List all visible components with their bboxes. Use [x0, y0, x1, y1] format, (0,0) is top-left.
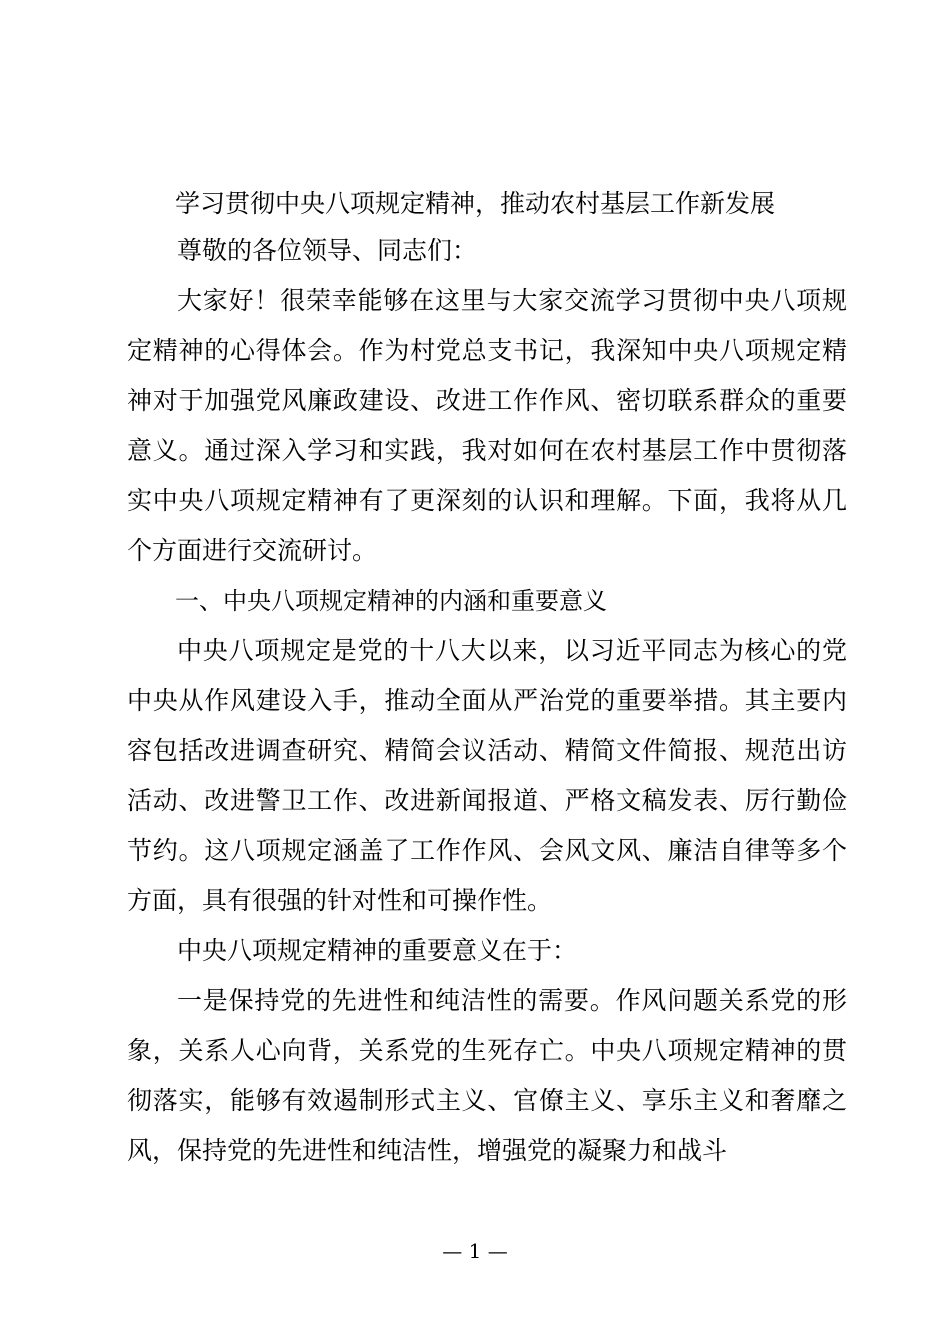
- paragraph-intro: 大家好！很荣幸能够在这里与大家交流学习贯彻中央八项规定精神的心得体会。作为村党总支书记，我深知中央八项规定精神对于加强党风廉政建设、改进工作作风、密切联系群众的重要意义。通过深入学习和实践，我对如何在农村基层工作中贯彻落实中央八项规定精神有了更深刻的认识和理解。下面，我将从几个方面进行交流研讨。: [127, 286, 847, 565]
- document-title: 学习贯彻中央八项规定精神，推动农村基层工作新发展: [175, 189, 776, 218]
- section-heading: 一、中央八项规定精神的内涵和重要意义: [175, 587, 607, 615]
- document-body: [127, 182, 847, 1176]
- paragraph-content: 中央八项规定是党的十八大以来，以习近平同志为核心的党中央从作风建设入手，推动全面从严治党的重要举措。其主要内容包括改进调查研究、精简会议活动、精简文件简报、规范出访活动、改进警卫工作、改进新闻报道、严格文稿发表、厉行勤俭节约。这八项规定涵盖了工作作风、会风文风、廉洁自律等多个方面，具有很强的针对性和可操作性。: [127, 636, 847, 915]
- greeting: 尊敬的各位领导、同志们：: [177, 236, 478, 265]
- paragraph-significance: 中央八项规定精神的重要意义在于：: [177, 936, 578, 965]
- paragraph-point-one: 一是保持党的先进性和纯洁性的需要。作风问题关系党的形象，关系人心向背，关系党的生死存亡。中央八项规定精神的贯彻落实，能够有效遏制形式主义、官僚主义、享乐主义和奢靡之风，保持党的先进性和纯洁性，增强党的凝聚力和战斗: [127, 986, 847, 1165]
- page-number: — 1 —: [442, 1239, 508, 1263]
